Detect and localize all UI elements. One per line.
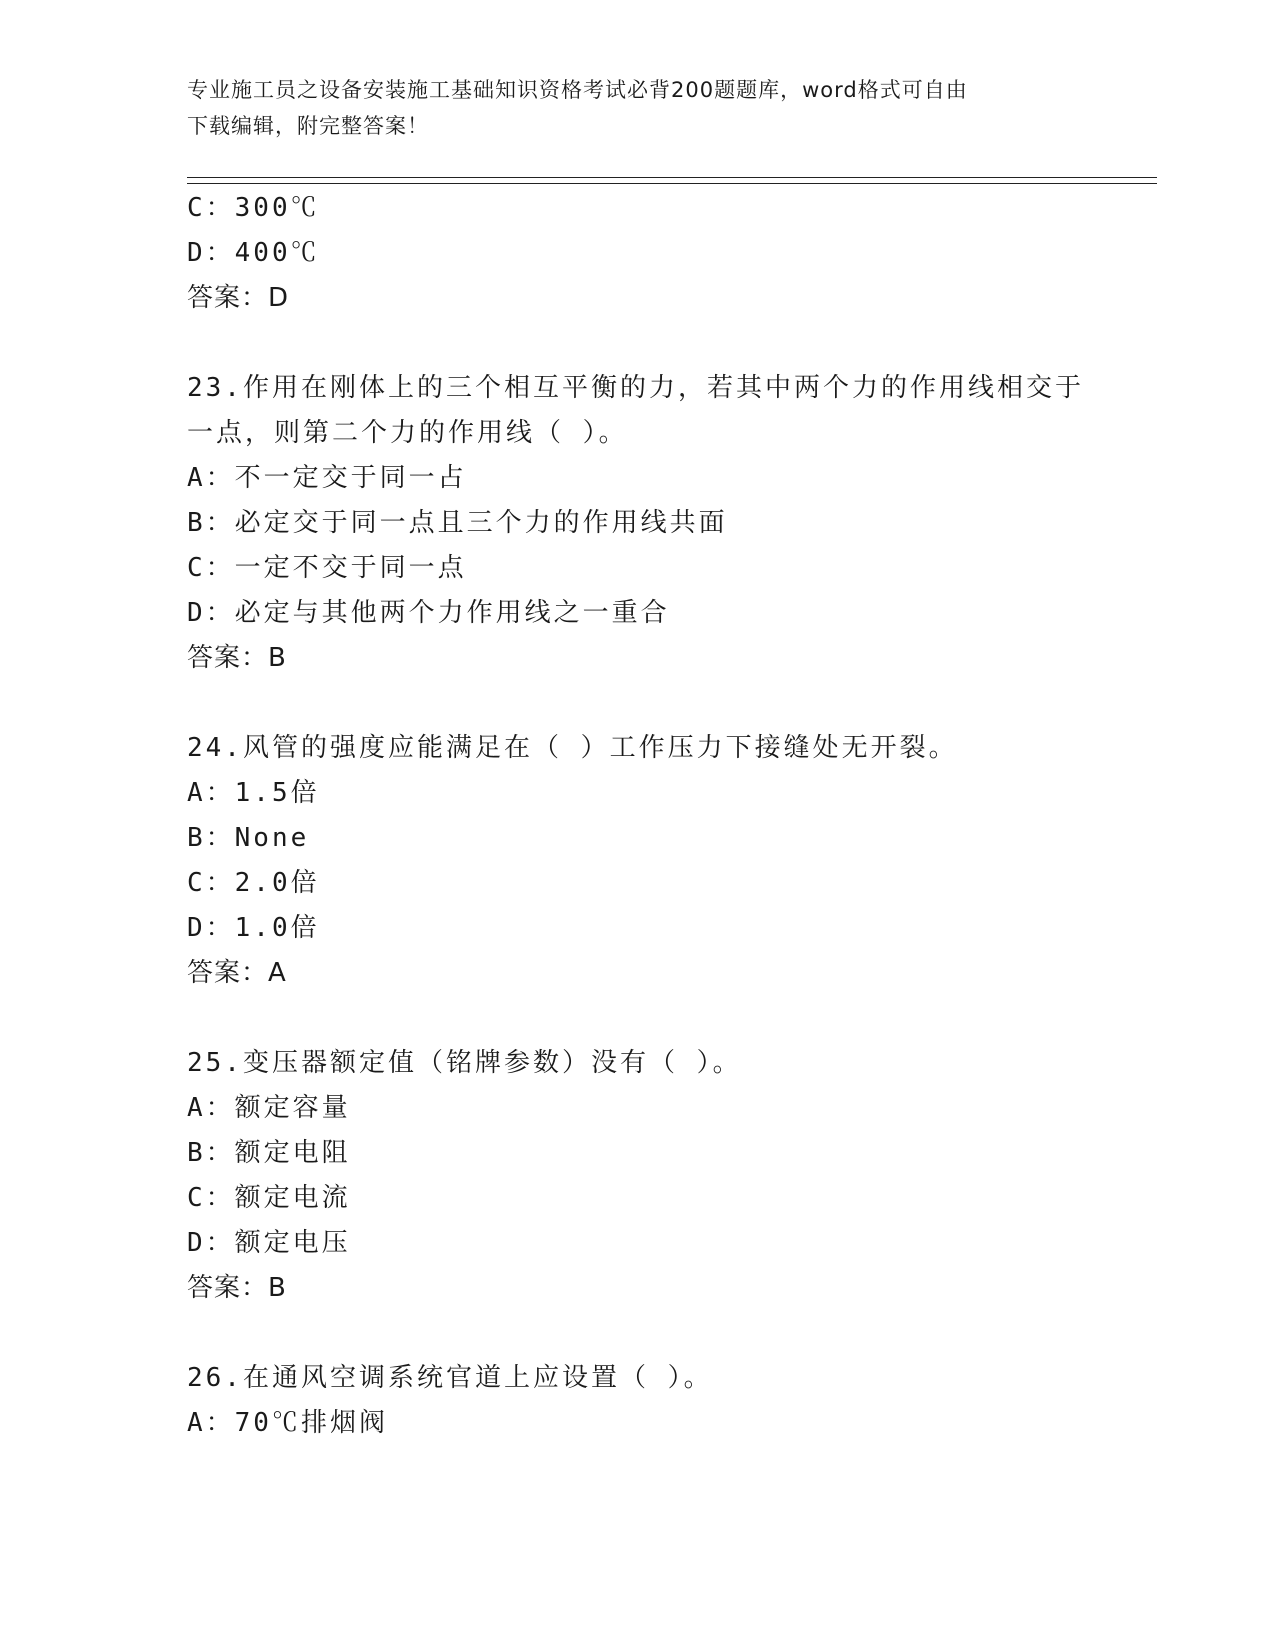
option-c: C：300℃ — [187, 193, 320, 223]
answer-line: 答案：A — [187, 958, 287, 988]
header-line-2: 下载编辑，附完整答案！ — [187, 114, 429, 138]
option-b: B：None — [187, 823, 310, 853]
answer-line: 答案：B — [187, 643, 287, 673]
answer-line: 答案：B — [187, 1273, 287, 1303]
option-b: B：额定电阻 — [187, 1138, 351, 1168]
option-d: D：1.0倍 — [187, 913, 320, 943]
option-a: A：不一定交于同一占 — [187, 463, 467, 493]
option-d: D：必定与其他两个力作用线之一重合 — [187, 598, 670, 628]
option-b: B：必定交于同一点且三个力的作用线共面 — [187, 508, 728, 538]
option-c: C：2.0倍 — [187, 868, 320, 898]
question-stem-continued: 一点，则第二个力的作用线（ ）。 — [187, 418, 628, 448]
question-stem: 24.风管的强度应能满足在（ ）工作压力下接缝处无开裂。 — [187, 733, 958, 763]
option-d: D：400℃ — [187, 238, 320, 268]
document-header — [187, 72, 1077, 144]
option-d: D：额定电压 — [187, 1228, 351, 1258]
option-a: A：额定容量 — [187, 1093, 351, 1123]
header-line-1: 专业施工员之设备安装施工基础知识资格考试必背200题题库，word格式可自由 — [187, 78, 968, 102]
question-stem: 25.变压器额定值（铭牌参数）没有（ ）。 — [187, 1048, 742, 1078]
option-c: C：额定电流 — [187, 1183, 351, 1213]
header-divider-bottom — [187, 183, 1157, 184]
question-stem: 26.在通风空调系统官道上应设置（ ）。 — [187, 1363, 713, 1393]
option-a: A：70℃排烟阀 — [187, 1408, 388, 1438]
option-c: C：一定不交于同一点 — [187, 553, 467, 583]
option-a: A：1.5倍 — [187, 778, 320, 808]
header-divider-top — [187, 177, 1157, 178]
answer-line: 答案：D — [187, 283, 290, 313]
question-stem: 23.作用在刚体上的三个相互平衡的力，若其中两个力的作用线相交于 — [187, 373, 1084, 403]
